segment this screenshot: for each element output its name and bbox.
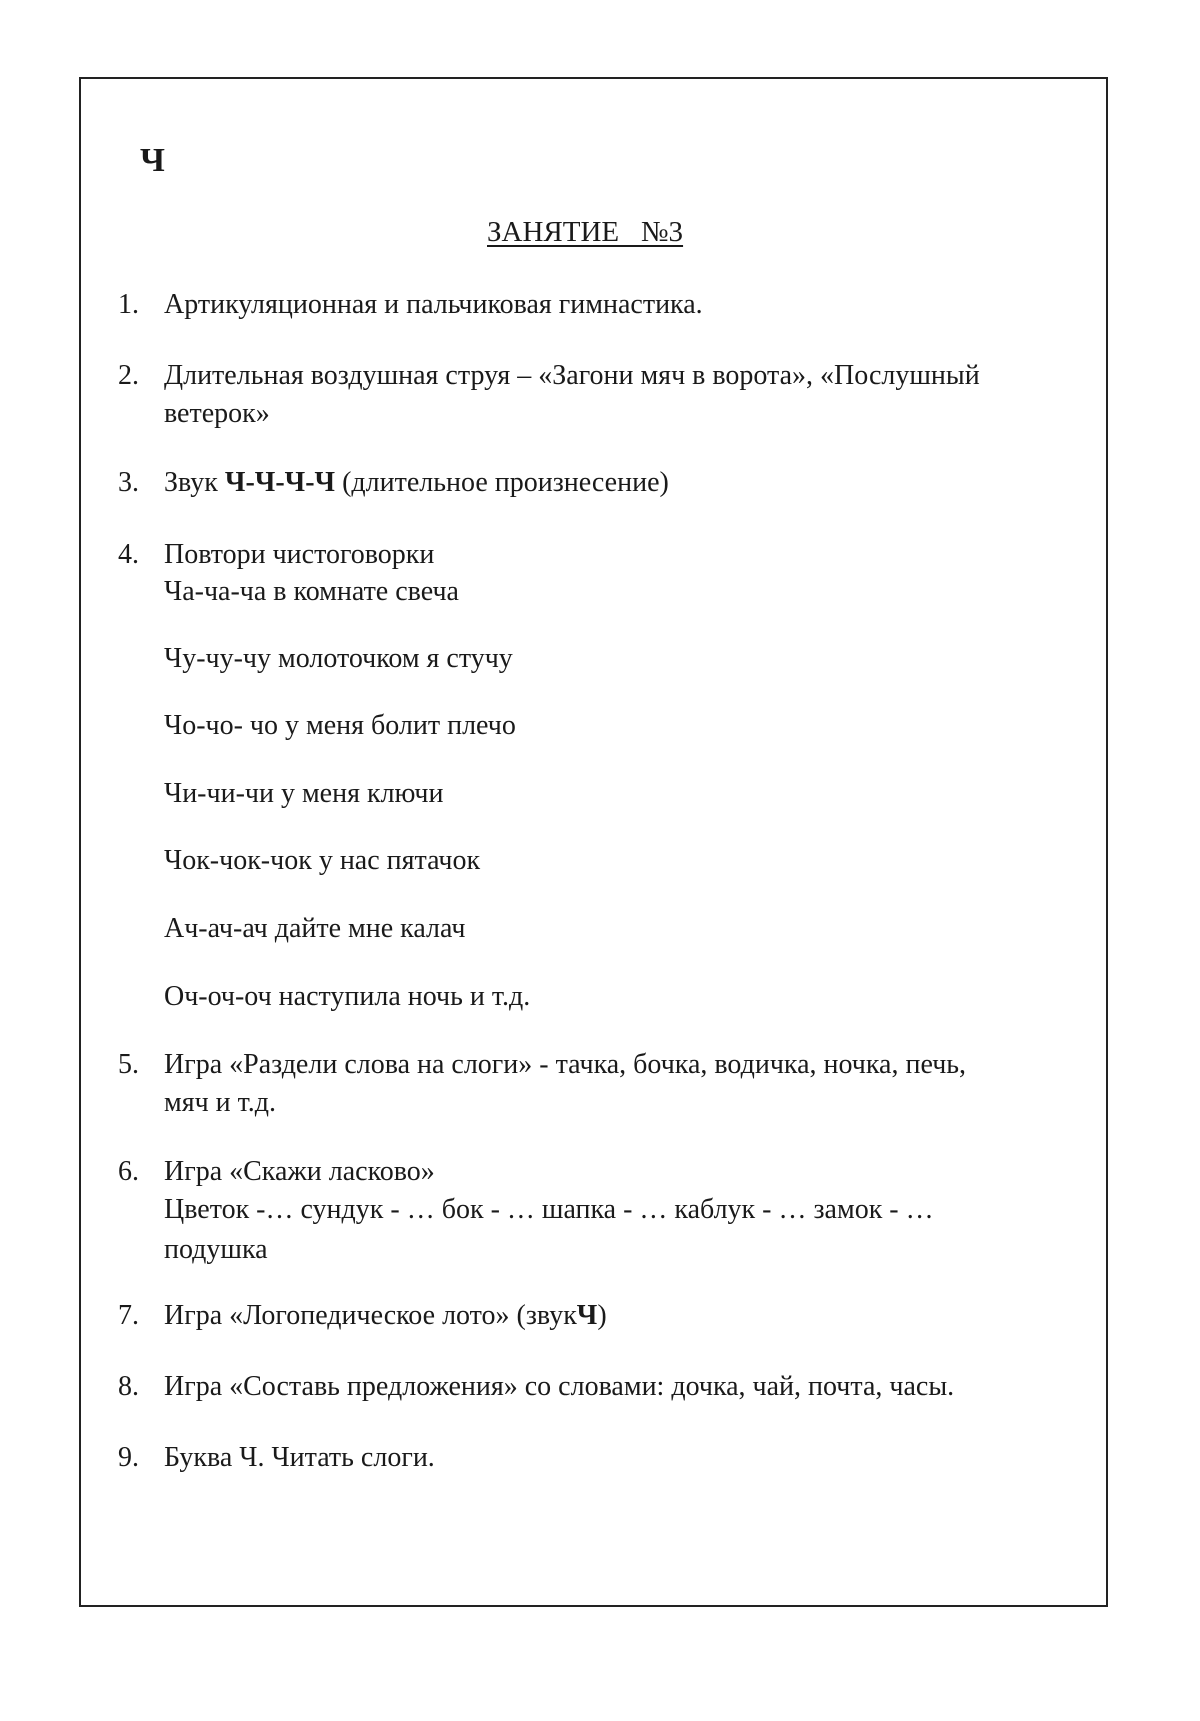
item-text: Повтори чистоговорки	[164, 539, 435, 570]
item-text: Игра «Скажи ласково»	[164, 1156, 435, 1187]
item-text-line: Длительная воздушная струя – «Загони мяч в ворота», «Послушный	[164, 360, 980, 391]
item-text	[164, 1297, 607, 1335]
sound-bold: Ч-Ч-Ч-Ч	[224, 467, 336, 498]
item-number: 8.	[118, 1371, 139, 1402]
item-text: Буква Ч. Читать слоги.	[164, 1442, 435, 1473]
item-number: 1.	[118, 289, 139, 320]
tongue-twister: Чок-чок-чок у нас пятачок	[164, 845, 481, 876]
tongue-twister: Ач-ач-ач дайте мне калач	[164, 913, 466, 944]
tongue-twister: Чу-чу-чу молоточком я стучу	[164, 643, 513, 674]
item-text: Артикуляционная и пальчиковая гимнастика.	[164, 289, 703, 320]
item-text-plain: (длительное произнесение)	[335, 467, 669, 498]
item-text-plain: Звук	[164, 467, 225, 498]
item-text-plain: Игра «Логопедическое лото» (звук	[164, 1300, 577, 1331]
corner-letter: Ч	[140, 142, 165, 179]
item-number: 6.	[118, 1156, 139, 1187]
page-title: ЗАНЯТИЕ №3	[487, 216, 684, 248]
tongue-twister: Ча-ча-ча в комнате свеча	[164, 576, 459, 607]
tongue-twister: Чи-чи-чи у меня ключи	[164, 778, 444, 809]
item-number: 3.	[118, 467, 139, 498]
item-text-line: ветерок»	[164, 398, 270, 429]
item-number: 4.	[118, 539, 139, 570]
item-number: 2.	[118, 360, 139, 391]
item-text-line: мяч и т.д.	[164, 1087, 277, 1118]
item-number: 9.	[118, 1442, 139, 1473]
item-number: 7.	[118, 1300, 139, 1331]
item-text-plain: )	[597, 1300, 607, 1331]
item-text	[164, 464, 669, 502]
item-text-line: подушка	[164, 1234, 268, 1265]
item-text-line: Игра «Раздели слова на слоги» - тачка, бочка, водичка, ночка, печь,	[164, 1049, 967, 1080]
tongue-twister: Оч-оч-оч наступила ночь и т.д.	[164, 981, 531, 1012]
sound-bold: Ч	[576, 1300, 598, 1331]
tongue-twister: Чо-чо- чо у меня болит плечо	[164, 710, 516, 741]
item-text: Игра «Составь предложения» со словами: дочка, чай, почта, часы.	[164, 1371, 955, 1402]
item-number: 5.	[118, 1049, 139, 1080]
item-text-line: Цветок -… сундук - … бок - … шапка - … каблук - … замок - …	[164, 1194, 934, 1225]
